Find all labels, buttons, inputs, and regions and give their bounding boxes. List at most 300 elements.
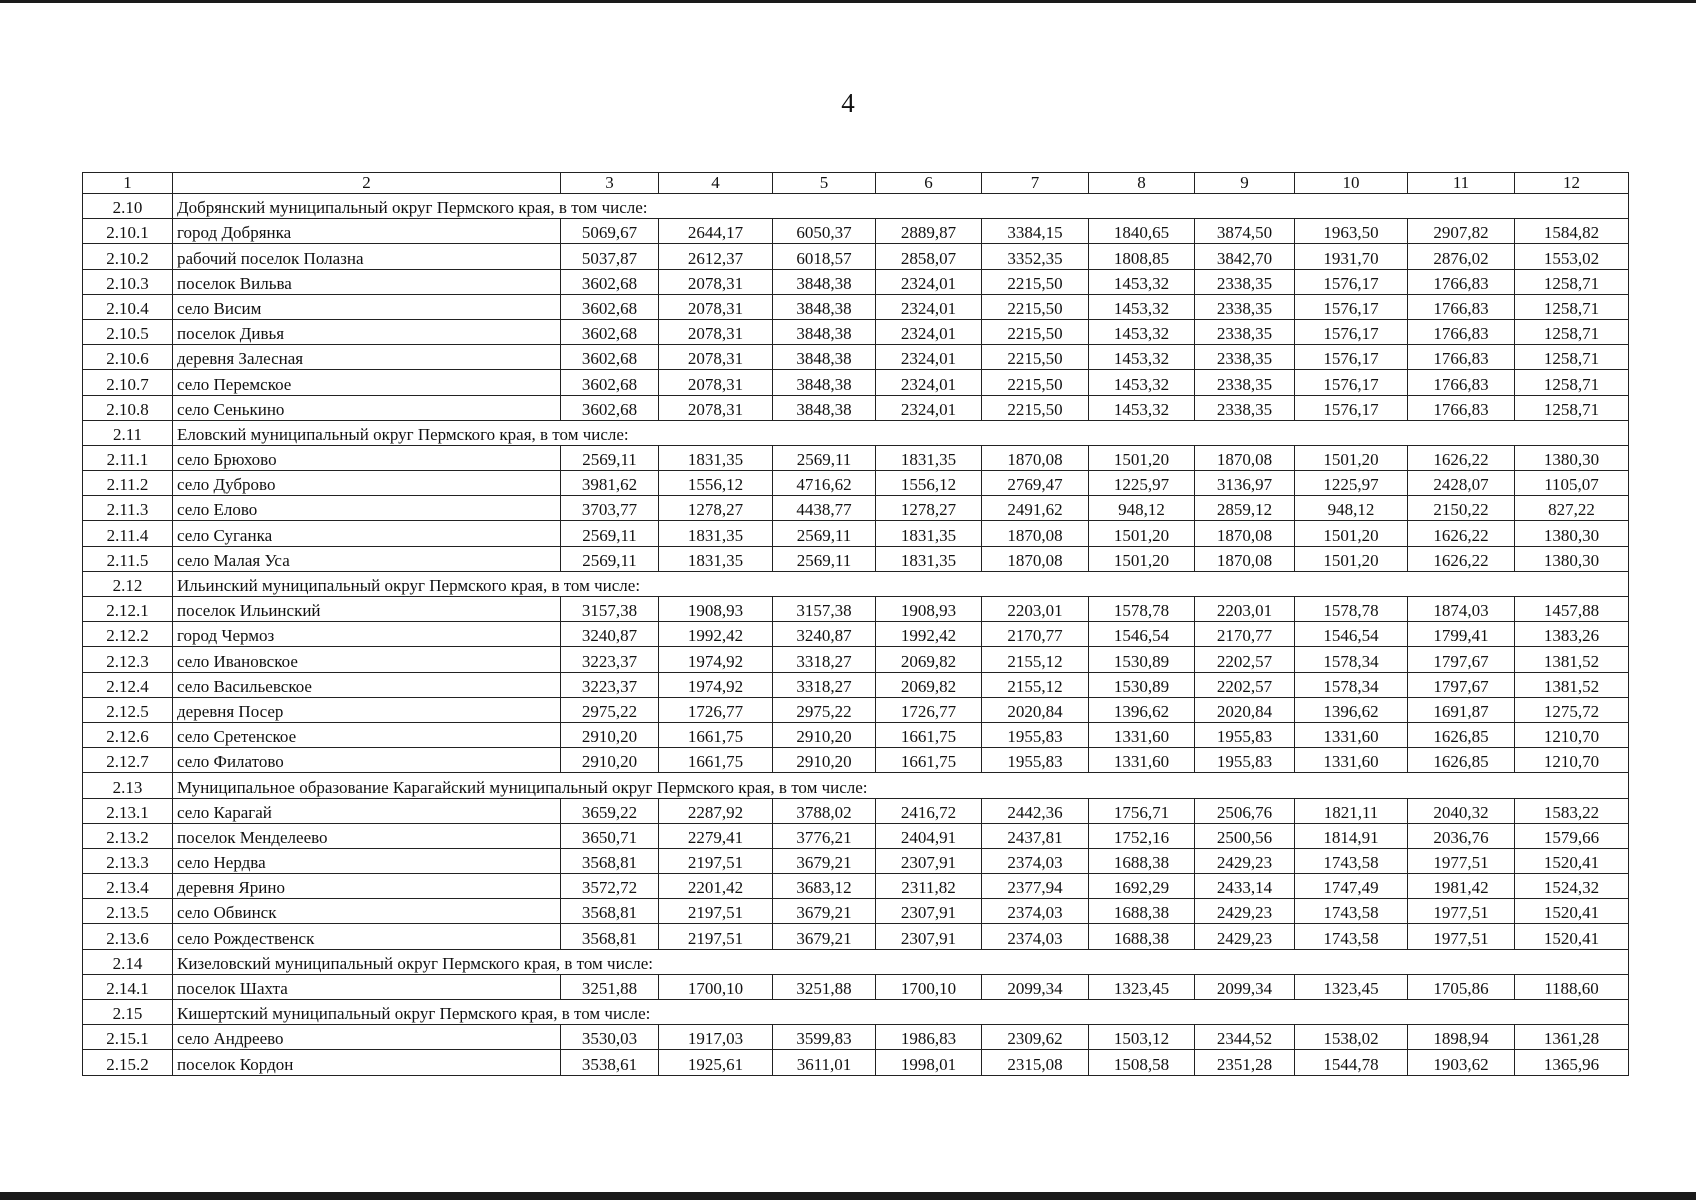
row-number: 2.12.7 [83, 748, 173, 773]
settlement-name: поселок Дивья [173, 319, 561, 344]
value-cell: 1210,70 [1515, 722, 1629, 747]
value-cell: 1579,66 [1515, 823, 1629, 848]
value-cell: 1925,61 [659, 1050, 773, 1075]
section-title: Добрянский муниципальный округ Пермского края, в том числе: [173, 194, 1629, 219]
value-cell: 2569,11 [561, 546, 659, 571]
row-number: 2.15.2 [83, 1050, 173, 1075]
value-cell: 2858,07 [876, 244, 982, 269]
row-number: 2.12.1 [83, 597, 173, 622]
value-cell: 3650,71 [561, 823, 659, 848]
value-cell: 1661,75 [659, 748, 773, 773]
section-title: Еловский муниципальный округ Пермского края, в том числе: [173, 420, 1629, 445]
value-cell: 1520,41 [1515, 899, 1629, 924]
column-header: 12 [1515, 173, 1629, 194]
value-cell: 1520,41 [1515, 924, 1629, 949]
value-cell: 2279,41 [659, 823, 773, 848]
value-cell: 2069,82 [876, 647, 982, 672]
value-cell: 1453,32 [1089, 395, 1195, 420]
table-row [83, 899, 1629, 924]
value-cell: 3602,68 [561, 395, 659, 420]
value-cell: 2040,32 [1408, 798, 1515, 823]
value-cell: 2433,14 [1195, 874, 1295, 899]
value-cell: 1831,35 [659, 521, 773, 546]
value-cell: 3683,12 [773, 874, 876, 899]
value-cell: 2344,52 [1195, 1025, 1295, 1050]
value-cell: 1530,89 [1089, 647, 1195, 672]
value-cell: 1743,58 [1295, 848, 1408, 873]
value-cell: 2324,01 [876, 294, 982, 319]
value-cell: 1688,38 [1089, 899, 1195, 924]
value-cell: 1831,35 [659, 445, 773, 470]
value-cell: 2150,22 [1408, 496, 1515, 521]
section-row [83, 571, 1629, 596]
settlement-name: поселок Кордон [173, 1050, 561, 1075]
value-cell: 2078,31 [659, 370, 773, 395]
value-cell: 2078,31 [659, 345, 773, 370]
section-title: Муниципальное образование Карагайский муниципальный округ Пермского края, в том числе: [173, 773, 1629, 798]
value-cell: 3679,21 [773, 848, 876, 873]
table-row [83, 546, 1629, 571]
value-cell: 3251,88 [561, 974, 659, 999]
value-cell: 1501,20 [1295, 445, 1408, 470]
value-cell: 2078,31 [659, 319, 773, 344]
value-cell: 3848,38 [773, 345, 876, 370]
table-row [83, 370, 1629, 395]
value-cell: 948,12 [1089, 496, 1195, 521]
value-cell: 2324,01 [876, 269, 982, 294]
value-cell: 3848,38 [773, 319, 876, 344]
row-number: 2.15.1 [83, 1025, 173, 1050]
row-number: 2.13.1 [83, 798, 173, 823]
value-cell: 2506,76 [1195, 798, 1295, 823]
settlement-name: поселок Менделеево [173, 823, 561, 848]
settlement-name: село Сретенское [173, 722, 561, 747]
value-cell: 1808,85 [1089, 244, 1195, 269]
value-cell: 3157,38 [561, 597, 659, 622]
value-cell: 1503,12 [1089, 1025, 1195, 1050]
value-cell: 2338,35 [1195, 319, 1295, 344]
value-cell: 1955,83 [982, 748, 1089, 773]
value-cell: 1578,78 [1295, 597, 1408, 622]
value-cell: 2442,36 [982, 798, 1089, 823]
table-row [83, 823, 1629, 848]
value-cell: 1626,85 [1408, 748, 1515, 773]
value-cell: 2201,42 [659, 874, 773, 899]
column-header: 7 [982, 173, 1089, 194]
value-cell: 1258,71 [1515, 395, 1629, 420]
value-cell: 2078,31 [659, 395, 773, 420]
value-cell: 3568,81 [561, 924, 659, 949]
row-number: 2.11.5 [83, 546, 173, 571]
value-cell: 1661,75 [876, 748, 982, 773]
value-cell: 3611,01 [773, 1050, 876, 1075]
settlement-name: село Рождественск [173, 924, 561, 949]
row-number: 2.11.4 [83, 521, 173, 546]
value-cell: 1870,08 [1195, 521, 1295, 546]
value-cell: 2975,22 [561, 697, 659, 722]
value-cell: 1700,10 [876, 974, 982, 999]
section-row [83, 1000, 1629, 1025]
value-cell: 1986,83 [876, 1025, 982, 1050]
table-row [83, 647, 1629, 672]
value-cell: 2569,11 [773, 521, 876, 546]
settlement-name: поселок Ильинский [173, 597, 561, 622]
table-row [83, 294, 1629, 319]
column-header: 1 [83, 173, 173, 194]
value-cell: 2020,84 [1195, 697, 1295, 722]
value-cell: 1814,91 [1295, 823, 1408, 848]
value-cell: 1955,83 [1195, 722, 1295, 747]
section-number: 2.13 [83, 773, 173, 798]
table-row [83, 874, 1629, 899]
value-cell: 3572,72 [561, 874, 659, 899]
value-cell: 1870,08 [1195, 546, 1295, 571]
row-number: 2.13.5 [83, 899, 173, 924]
value-cell: 2215,50 [982, 319, 1089, 344]
value-cell: 1578,34 [1295, 647, 1408, 672]
value-cell: 1963,50 [1295, 219, 1408, 244]
value-cell: 1381,52 [1515, 672, 1629, 697]
value-cell: 3776,21 [773, 823, 876, 848]
value-cell: 1870,08 [982, 546, 1089, 571]
value-cell: 5069,67 [561, 219, 659, 244]
value-cell: 2202,57 [1195, 647, 1295, 672]
value-cell: 1576,17 [1295, 319, 1408, 344]
settlement-name: поселок Шахта [173, 974, 561, 999]
value-cell: 2429,23 [1195, 924, 1295, 949]
settlement-name: село Васильевское [173, 672, 561, 697]
row-number: 2.12.2 [83, 622, 173, 647]
value-cell: 1903,62 [1408, 1050, 1515, 1075]
value-cell: 2078,31 [659, 294, 773, 319]
value-cell: 1380,30 [1515, 521, 1629, 546]
value-cell: 1626,85 [1408, 722, 1515, 747]
value-cell: 1977,51 [1408, 899, 1515, 924]
table-row [83, 219, 1629, 244]
value-cell: 2099,34 [982, 974, 1089, 999]
value-cell: 1544,78 [1295, 1050, 1408, 1075]
column-header: 2 [173, 173, 561, 194]
table-row [83, 345, 1629, 370]
value-cell: 3223,37 [561, 647, 659, 672]
value-cell: 2020,84 [982, 697, 1089, 722]
value-cell: 2769,47 [982, 471, 1089, 496]
value-cell: 3223,37 [561, 672, 659, 697]
settlement-name: поселок Вильва [173, 269, 561, 294]
row-number: 2.13.2 [83, 823, 173, 848]
value-cell: 2338,35 [1195, 395, 1295, 420]
value-cell: 3136,97 [1195, 471, 1295, 496]
value-cell: 1501,20 [1295, 521, 1408, 546]
row-number: 2.13.3 [83, 848, 173, 873]
value-cell: 1688,38 [1089, 924, 1195, 949]
value-cell: 1524,32 [1515, 874, 1629, 899]
value-cell: 3384,15 [982, 219, 1089, 244]
value-cell: 1258,71 [1515, 345, 1629, 370]
value-cell: 3318,27 [773, 647, 876, 672]
section-title: Кишертский муниципальный округ Пермского края, в том числе: [173, 1000, 1629, 1025]
value-cell: 1546,54 [1295, 622, 1408, 647]
value-cell: 2429,23 [1195, 899, 1295, 924]
value-cell: 1331,60 [1295, 748, 1408, 773]
settlement-name: село Филатово [173, 748, 561, 773]
value-cell: 3599,83 [773, 1025, 876, 1050]
value-cell: 1576,17 [1295, 395, 1408, 420]
value-cell: 1323,45 [1089, 974, 1195, 999]
value-cell: 2099,34 [1195, 974, 1295, 999]
value-cell: 1626,22 [1408, 546, 1515, 571]
value-cell: 2203,01 [982, 597, 1089, 622]
value-cell: 2036,76 [1408, 823, 1515, 848]
section-row [83, 949, 1629, 974]
value-cell: 1225,97 [1295, 471, 1408, 496]
value-cell: 2910,20 [773, 748, 876, 773]
value-cell: 3240,87 [561, 622, 659, 647]
settlement-name: село Ивановское [173, 647, 561, 672]
value-cell: 2569,11 [773, 445, 876, 470]
value-cell: 2374,03 [982, 899, 1089, 924]
value-cell: 2859,12 [1195, 496, 1295, 521]
value-cell: 2324,01 [876, 345, 982, 370]
value-cell: 1870,08 [1195, 445, 1295, 470]
value-cell: 1576,17 [1295, 294, 1408, 319]
value-cell: 1870,08 [982, 445, 1089, 470]
value-cell: 948,12 [1295, 496, 1408, 521]
value-cell: 3602,68 [561, 319, 659, 344]
value-cell: 1752,16 [1089, 823, 1195, 848]
value-cell: 3602,68 [561, 370, 659, 395]
value-cell: 1278,27 [876, 496, 982, 521]
value-cell: 2307,91 [876, 848, 982, 873]
value-cell: 2170,77 [982, 622, 1089, 647]
value-cell: 2569,11 [773, 546, 876, 571]
value-cell: 2307,91 [876, 924, 982, 949]
value-cell: 5037,87 [561, 244, 659, 269]
value-cell: 2876,02 [1408, 244, 1515, 269]
settlement-name: село Суганка [173, 521, 561, 546]
value-cell: 1700,10 [659, 974, 773, 999]
settlement-name: село Брюхово [173, 445, 561, 470]
row-number: 2.13.6 [83, 924, 173, 949]
value-cell: 1726,77 [876, 697, 982, 722]
value-cell: 1381,52 [1515, 647, 1629, 672]
value-cell: 1576,17 [1295, 370, 1408, 395]
value-cell: 1576,17 [1295, 345, 1408, 370]
value-cell: 3848,38 [773, 370, 876, 395]
value-cell: 2197,51 [659, 924, 773, 949]
row-number: 2.10.4 [83, 294, 173, 319]
value-cell: 1797,67 [1408, 647, 1515, 672]
value-cell: 3602,68 [561, 269, 659, 294]
value-cell: 1977,51 [1408, 848, 1515, 873]
value-cell: 2428,07 [1408, 471, 1515, 496]
column-header: 6 [876, 173, 982, 194]
row-number: 2.10.1 [83, 219, 173, 244]
value-cell: 1799,41 [1408, 622, 1515, 647]
value-cell: 3848,38 [773, 395, 876, 420]
settlement-name: село Сенькино [173, 395, 561, 420]
value-cell: 4438,77 [773, 496, 876, 521]
value-cell: 3679,21 [773, 924, 876, 949]
value-cell: 3848,38 [773, 294, 876, 319]
value-cell: 1992,42 [659, 622, 773, 647]
value-cell: 1626,22 [1408, 521, 1515, 546]
value-cell: 2338,35 [1195, 345, 1295, 370]
value-cell: 1380,30 [1515, 445, 1629, 470]
value-cell: 2338,35 [1195, 370, 1295, 395]
value-cell: 1661,75 [876, 722, 982, 747]
value-cell: 6018,57 [773, 244, 876, 269]
value-cell: 2315,08 [982, 1050, 1089, 1075]
value-cell: 2338,35 [1195, 294, 1295, 319]
value-cell: 1453,32 [1089, 345, 1195, 370]
column-header: 10 [1295, 173, 1408, 194]
table-row [83, 798, 1629, 823]
value-cell: 1661,75 [659, 722, 773, 747]
value-cell: 1977,51 [1408, 924, 1515, 949]
value-cell: 1583,22 [1515, 798, 1629, 823]
value-cell: 1278,27 [659, 496, 773, 521]
value-cell: 2155,12 [982, 647, 1089, 672]
tariff-table [82, 172, 1629, 1076]
value-cell: 2889,87 [876, 219, 982, 244]
table-row [83, 622, 1629, 647]
value-cell: 2215,50 [982, 294, 1089, 319]
value-cell: 1453,32 [1089, 319, 1195, 344]
row-number: 2.11.1 [83, 445, 173, 470]
value-cell: 1766,83 [1408, 345, 1515, 370]
value-cell: 1705,86 [1408, 974, 1515, 999]
page-number: 4 [841, 88, 855, 118]
value-cell: 2215,50 [982, 269, 1089, 294]
settlement-name: село Висим [173, 294, 561, 319]
value-cell: 1275,72 [1515, 697, 1629, 722]
settlement-name: деревня Посер [173, 697, 561, 722]
value-cell: 2311,82 [876, 874, 982, 899]
value-cell: 2569,11 [561, 445, 659, 470]
value-cell: 1870,08 [982, 521, 1089, 546]
section-number: 2.12 [83, 571, 173, 596]
table-row [83, 672, 1629, 697]
value-cell: 1955,83 [1195, 748, 1295, 773]
value-cell: 2351,28 [1195, 1050, 1295, 1075]
row-number: 2.13.4 [83, 874, 173, 899]
value-cell: 1743,58 [1295, 924, 1408, 949]
value-cell: 2416,72 [876, 798, 982, 823]
section-number: 2.14 [83, 949, 173, 974]
section-title: Ильинский муниципальный округ Пермского края, в том числе: [173, 571, 1629, 596]
value-cell: 1831,35 [876, 445, 982, 470]
row-number: 2.12.6 [83, 722, 173, 747]
table-row [83, 1025, 1629, 1050]
value-cell: 2170,77 [1195, 622, 1295, 647]
value-cell: 1766,83 [1408, 395, 1515, 420]
value-cell: 1908,93 [659, 597, 773, 622]
row-number: 2.10.8 [83, 395, 173, 420]
value-cell: 3981,62 [561, 471, 659, 496]
value-cell: 1955,83 [982, 722, 1089, 747]
table-row [83, 848, 1629, 873]
value-cell: 3352,35 [982, 244, 1089, 269]
column-header: 4 [659, 173, 773, 194]
value-cell: 2612,37 [659, 244, 773, 269]
table-row [83, 319, 1629, 344]
settlement-name: село Елово [173, 496, 561, 521]
section-title: Кизеловский муниципальный округ Пермского края, в том числе: [173, 949, 1629, 974]
table-row [83, 269, 1629, 294]
row-number: 2.10.5 [83, 319, 173, 344]
value-cell: 3240,87 [773, 622, 876, 647]
section-row [83, 194, 1629, 219]
value-cell: 1105,07 [1515, 471, 1629, 496]
section-number: 2.10 [83, 194, 173, 219]
value-cell: 2374,03 [982, 848, 1089, 873]
value-cell: 1831,35 [876, 546, 982, 571]
value-cell: 1331,60 [1295, 722, 1408, 747]
value-cell: 1766,83 [1408, 269, 1515, 294]
value-cell: 3157,38 [773, 597, 876, 622]
value-cell: 1258,71 [1515, 370, 1629, 395]
value-cell: 1520,41 [1515, 848, 1629, 873]
table-header-row [83, 173, 1629, 194]
value-cell: 1501,20 [1089, 521, 1195, 546]
value-cell: 1453,32 [1089, 294, 1195, 319]
value-cell: 3568,81 [561, 899, 659, 924]
row-number: 2.10.3 [83, 269, 173, 294]
table-row [83, 748, 1629, 773]
scan-top-edge [0, 0, 1696, 3]
value-cell: 827,22 [1515, 496, 1629, 521]
table-row [83, 722, 1629, 747]
value-cell: 1365,96 [1515, 1050, 1629, 1075]
value-cell: 1258,71 [1515, 294, 1629, 319]
value-cell: 1396,62 [1295, 697, 1408, 722]
settlement-name: город Добрянка [173, 219, 561, 244]
value-cell: 2197,51 [659, 899, 773, 924]
section-row [83, 773, 1629, 798]
value-cell: 1578,34 [1295, 672, 1408, 697]
value-cell: 2203,01 [1195, 597, 1295, 622]
value-cell: 1396,62 [1089, 697, 1195, 722]
value-cell: 1747,49 [1295, 874, 1408, 899]
value-cell: 1508,58 [1089, 1050, 1195, 1075]
table-row [83, 521, 1629, 546]
settlement-name: деревня Залесная [173, 345, 561, 370]
value-cell: 2069,82 [876, 672, 982, 697]
value-cell: 3602,68 [561, 345, 659, 370]
table-row [83, 471, 1629, 496]
value-cell: 1797,67 [1408, 672, 1515, 697]
value-cell: 1931,70 [1295, 244, 1408, 269]
value-cell: 1210,70 [1515, 748, 1629, 773]
value-cell: 1726,77 [659, 697, 773, 722]
table-row [83, 1050, 1629, 1075]
table-row [83, 697, 1629, 722]
value-cell: 1225,97 [1089, 471, 1195, 496]
value-cell: 1766,83 [1408, 294, 1515, 319]
settlement-name: село Нердва [173, 848, 561, 873]
value-cell: 2202,57 [1195, 672, 1295, 697]
settlement-name: село Андреево [173, 1025, 561, 1050]
value-cell: 2307,91 [876, 899, 982, 924]
section-number: 2.11 [83, 420, 173, 445]
value-cell: 2215,50 [982, 395, 1089, 420]
value-cell: 2215,50 [982, 370, 1089, 395]
row-number: 2.10.6 [83, 345, 173, 370]
value-cell: 1188,60 [1515, 974, 1629, 999]
value-cell: 2644,17 [659, 219, 773, 244]
value-cell: 2975,22 [773, 697, 876, 722]
